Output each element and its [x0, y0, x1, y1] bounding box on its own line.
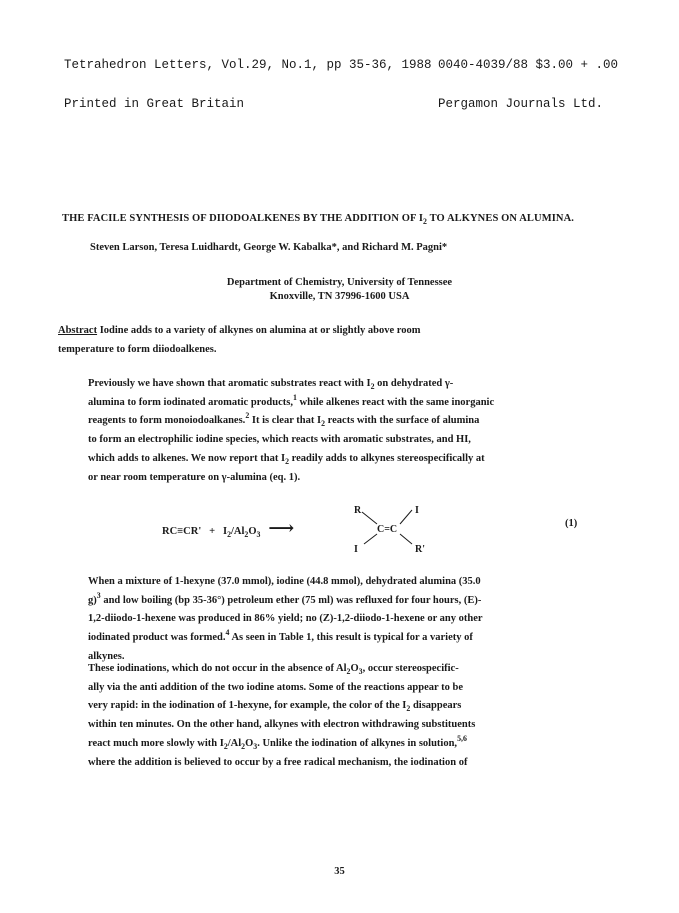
text-line: When a mixture of 1-hexyne (37.0 mmol), iodine (44.8 mmol), dehydrated alumina (35.0 — [88, 576, 481, 587]
text-line: 1,2-diiodo-1-hexene was produced in 86% yield; no (Z)-1,2-diiodo-1-hexene or any other — [88, 613, 483, 625]
abstract — [58, 322, 638, 359]
text-line: within ten minutes. On the other hand, alkynes with electron withdrawing substituents — [88, 719, 476, 731]
reagent: $I_2/Al_2O_3$ — [222, 526, 261, 539]
affiliation-city: Knoxville, TN 37996-1600 USA — [269, 291, 410, 302]
text-line: alkynes. — [88, 650, 125, 662]
journal-header-right — [438, 33, 618, 124]
paragraph-discussion — [58, 660, 638, 772]
text-line: reagents to form monoiodoalkanes.$^2$ It is clear that $I_2$ reacts with the surface of alumina — [88, 411, 480, 429]
abstract-line: Abstract Iodine adds to a variety of alkynes on alumina at or slightly above room — [58, 325, 421, 336]
paragraph-intro — [58, 375, 638, 487]
text-line: react much more slowly with $I_2/Al_2O_3$. Unlike the iodination of alkynes in solution,$^{5,6}$ — [88, 733, 467, 751]
double-bond-label: C=C — [377, 524, 398, 535]
r-bottom-label: R' — [415, 544, 425, 555]
equation-reactants — [162, 518, 294, 539]
bond-r-top — [362, 512, 377, 524]
plus-sign: + — [209, 526, 216, 537]
text-line: alumina to form iodinated aromatic products,$^1$ while alkenes react with the same inorganic — [88, 392, 495, 408]
printed-location: Printed in Great Britain — [64, 97, 245, 111]
text-line: ally via the anti addition of the two iodine atoms. Some of the reactions appear to be — [88, 681, 463, 693]
reaction-arrow: ⟶ — [268, 518, 295, 538]
text-line: or near room temperature on γ-alumina (eq. 1). — [88, 471, 301, 483]
affiliation-department: Department of Chemistry, University of Tennessee — [226, 277, 453, 288]
text-line: which adds to alkenes. We now report that $I_2$ readily adds to alkynes stereospecifically at — [88, 452, 485, 466]
bond-i-top — [400, 510, 412, 524]
r-top-label: R — [354, 505, 362, 516]
diiodoalkene-structure — [340, 500, 440, 565]
text-line: iodinated product was formed.$^4$ As seen in Table 1, this result is typical for a variety of — [88, 628, 473, 644]
paragraph-experiment — [58, 573, 638, 667]
price-code: 0040-4039/88 $3.00 + .00 — [438, 58, 619, 72]
affiliation — [0, 276, 679, 304]
text-line: to form an electrophilic iodine species, which reacts with aromatic substrates, and HI, — [88, 434, 471, 446]
text-line: very rapid: in the iodination of 1-hexyne, for example, the color of the $I_2$ disappears — [88, 700, 462, 714]
page-number: 35 — [334, 866, 345, 877]
text-line: g)$^3$ and low boiling (bp 35-36°) petroleum ether (75 ml) was refluxed for four hours, (E)- — [88, 590, 482, 606]
i-top-label: I — [415, 505, 419, 516]
bond-i-bottom — [364, 534, 377, 544]
abstract-label: Abstract — [58, 325, 98, 336]
equation-number: (1) — [565, 518, 578, 529]
journal-header-left — [64, 33, 432, 124]
text-line: where the addition is believed to occur by a free radical mechanism, the iodination of — [88, 756, 468, 768]
alkyne-reactant: RC≡CR' — [162, 526, 202, 537]
article-title: THE FACILE SYNTHESIS OF DIIODOALKENES BY THE ADDITION OF $I_2$ TO ALKYNES ON ALUMINA. — [62, 213, 574, 226]
journal-citation: Tetrahedron Letters, Vol.29, No.1, pp 35-36, 1988 — [64, 58, 432, 72]
abstract-line: temperature to form diiodoalkenes. — [58, 343, 217, 355]
author-list: Steven Larson, Teresa Luidhardt, George W. Kabalka*, and Richard M. Pagni* — [90, 242, 448, 253]
publisher: Pergamon Journals Ltd. — [438, 97, 604, 111]
text-line: Previously we have shown that aromatic substrates react with $I_2$ on dehydrated γ- — [88, 378, 454, 391]
i-bottom-label: I — [354, 544, 358, 555]
bond-r-bottom — [400, 534, 412, 544]
text-line: These iodinations, which do not occur in the absence of $Al_2O_3$, occur stereospecific- — [88, 663, 459, 676]
reaction-equation — [0, 500, 679, 560]
